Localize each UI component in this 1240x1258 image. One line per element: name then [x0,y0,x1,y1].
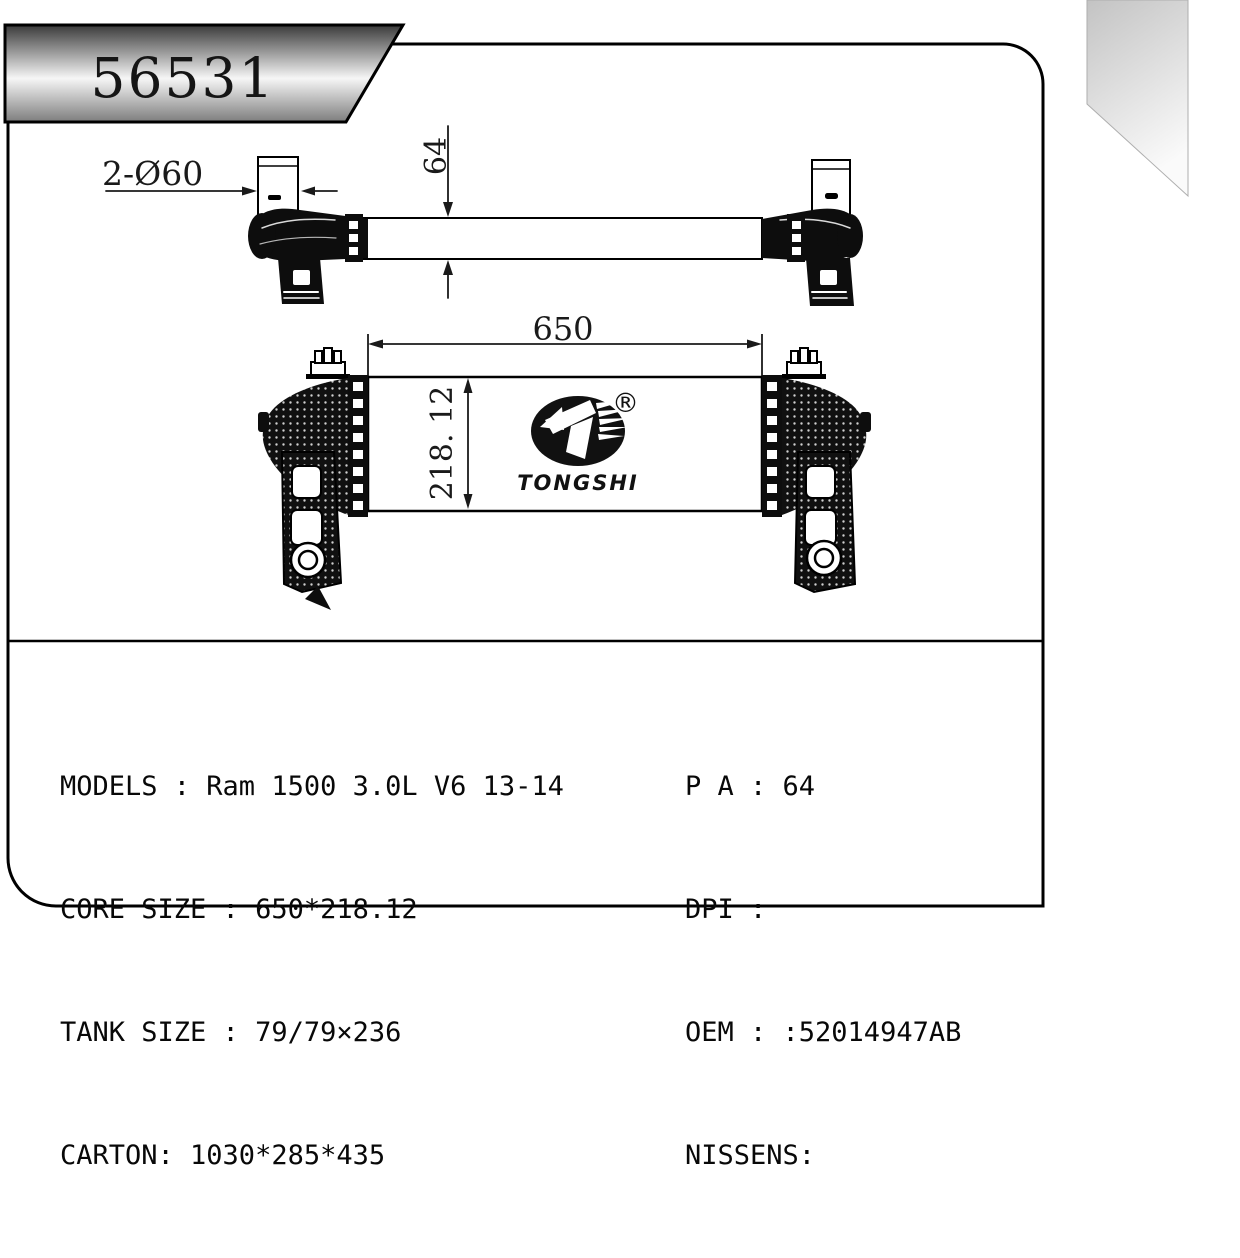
spec-line-dpi: DPI : [685,894,767,925]
brand-name: TONGSHI [517,471,639,495]
corner-fold-decoration [1087,0,1188,196]
spec-line-models: MODELS : Ram 1500 3.0L V6 13-14 [60,771,564,802]
spec-list-right [685,684,1035,1258]
part-number: 56531 [90,46,276,110]
spec-line-carton: CARTON: 1030*285*435 [60,1140,386,1171]
core-width-label: 650 [532,310,594,348]
spec-line-oem: OEM : :52014947AB [685,1017,962,1048]
core-thickness-label: 64 [419,136,454,176]
spec-line-nissens: NISSENS: [685,1140,816,1171]
core-height-label: 218. 12 [425,385,460,501]
spec-line-tank-size: TANK SIZE : 79/79×236 [60,1017,402,1048]
left-inlet-pipe [258,157,298,215]
pipe-diameter-label: 2-Ø60 [102,154,204,193]
spec-line-core-size: CORE SIZE : 650*218.12 [60,894,418,925]
top-view-core-tube [362,218,762,259]
spec-list-left [60,684,670,1258]
registered-trademark-icon: ® [612,388,639,419]
spec-line-pa: P A : 64 [685,771,816,802]
